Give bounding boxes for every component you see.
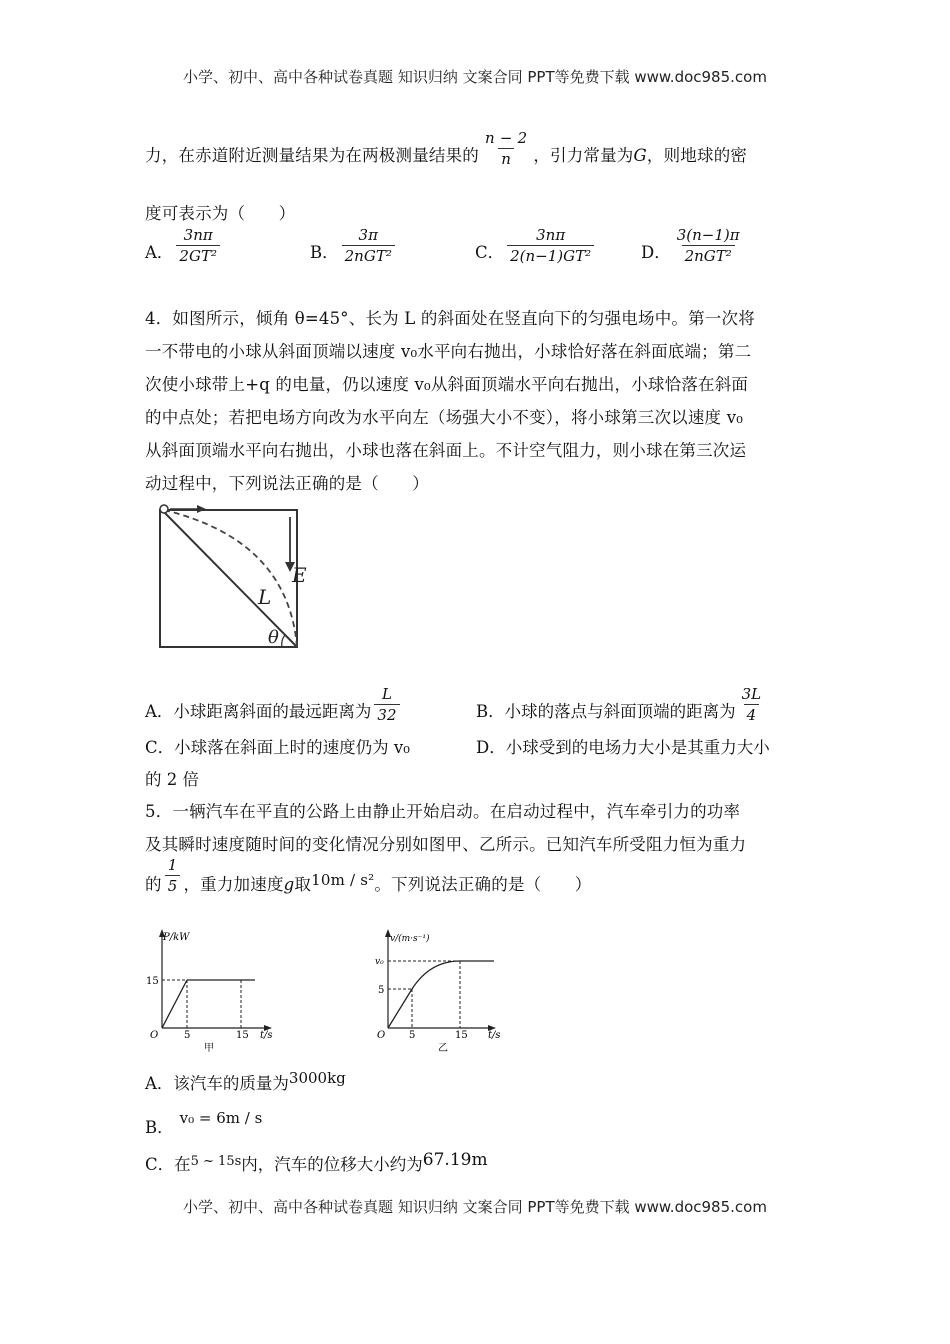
power-graph (140, 925, 285, 1060)
q5-option-b-label: B． (145, 1118, 174, 1137)
velocity-graph-caption: 乙 (438, 1043, 448, 1054)
q4-line-2: 一不带电的小球从斜面顶端以速度 v₀水平向右抛出，小球恰好落在斜面底端；第二 (145, 342, 752, 361)
q3-line1-text-a: 力，在赤道附近测量结果为在两极测量结果的 (145, 146, 479, 165)
q5-line3-text-d: 。下列说法正确的是（ ） (374, 875, 592, 894)
q3-ratio-fraction (482, 129, 530, 168)
q5-line3-text-c: 取 (294, 875, 312, 894)
power-graph-ylabel: P/kW (163, 932, 190, 943)
q3-option-b-den: 2nGT² (342, 245, 395, 265)
power-graph-ramp (162, 980, 187, 1028)
velocity-graph-curve (412, 961, 460, 989)
q5-fraction (165, 856, 181, 895)
power-graph-origin: O (150, 1030, 159, 1041)
power-graph-tick-x5: 5 (184, 1030, 191, 1041)
q3-option-a-fraction (176, 226, 220, 265)
q5-option-a-value: 3000kg (288, 1069, 346, 1087)
power-graph-xlabel: t/s (260, 1030, 273, 1041)
q3-option-c-fraction (507, 226, 594, 265)
page-footer: 小学、初中、高中各种试卷真题 知识归纳 文案合同 PPT等免费下载 www.doc985.com (183, 1198, 767, 1216)
angle-label-theta: θ (268, 627, 279, 648)
q4-option-a-fraction (374, 685, 399, 724)
q3-option-a-den: 2GT² (176, 245, 220, 265)
q3-option-d (641, 226, 746, 273)
q4-option-a (145, 685, 403, 732)
velocity-graph-ylabel: v/(m·s⁻¹) (390, 934, 430, 944)
q4-option-b (476, 685, 767, 732)
incline-figure (148, 500, 318, 660)
q3-option-d-label: D． (641, 243, 671, 262)
velocity-graph-ramp (388, 989, 412, 1028)
velocity-arrow-head (197, 505, 206, 513)
q3-frac-denominator: n (498, 148, 514, 168)
q5-option-a-text: A．该汽车的质量为 (145, 1074, 289, 1093)
q3-option-a-num: 3nπ (183, 226, 213, 244)
velocity-graph-tick-x15: 15 (455, 1030, 468, 1041)
q3-line2: 度可表示为（ ） (145, 204, 296, 223)
q5-option-b (145, 1109, 263, 1138)
q5-option-b-value: v₀ = 6m / s (179, 1109, 263, 1127)
q3-option-c-den: 2(n−1)GT² (507, 245, 594, 265)
q3-option-c (475, 226, 597, 273)
q3-line1-text-b: ，引力常量为 (533, 146, 634, 165)
power-graph-caption: 甲 (204, 1043, 214, 1054)
velocity-graph-tick-v0: v₀ (375, 957, 384, 967)
q5-frac-denominator: 5 (165, 875, 181, 895)
q4-option-b-fraction (739, 685, 765, 724)
q5-gravity-value: 10m / s² (311, 871, 375, 889)
q4-line-6: 动过程中，下列说法正确的是（ ） (145, 474, 429, 493)
q4-line-1: 4．如图所示，倾角 θ=45°、长为 L 的斜面处在竖直向下的匀强电场中。第一次将 (145, 309, 755, 328)
q5-option-c (145, 1151, 488, 1175)
q3-option-d-den: 2nGT² (682, 245, 735, 265)
q5-option-a (145, 1070, 346, 1094)
q4-line-3: 次使小球带上+q 的电量，仍以速度 v₀从斜面顶端水平向右抛出，小球恰落在斜面 (145, 375, 749, 394)
q3-option-b-fraction (342, 226, 395, 265)
q3-line1 (145, 129, 748, 176)
q5-option-c-range: 5 ~ 15s (190, 1154, 242, 1169)
field-label-e: E (292, 563, 307, 587)
power-graph-tick-15: 15 (146, 976, 159, 987)
q5-option-c-text-a: C．在 (145, 1155, 191, 1174)
velocity-graph (372, 925, 507, 1060)
q3-line1-text-c: ，则地球的密 (646, 146, 748, 165)
q4-option-d-cont: 的 2 倍 (145, 770, 199, 789)
q3-option-d-num: 3(n−1)π (676, 226, 740, 244)
q4-option-a-text: A．小球距离斜面的最远距离为 (145, 702, 372, 721)
q5-line3-text-b: ，重力加速度 (183, 875, 284, 894)
q3-frac-numerator: n − 2 (485, 129, 528, 147)
velocity-graph-origin: O (377, 1030, 386, 1041)
q3-option-c-label: C． (475, 243, 505, 262)
q4-option-a-num: L (381, 685, 392, 703)
q3-option-b-label: B． (310, 243, 339, 262)
q3-option-a-label: A． (145, 243, 174, 262)
q4-option-d: D．小球受到的电场力大小是其重力大小 (476, 738, 770, 757)
q4-option-a-den: 32 (374, 704, 399, 724)
q4-option-b-text: B．小球的落点与斜面顶端的距离为 (476, 702, 736, 721)
q5-line-3 (145, 856, 592, 905)
q3-option-a (145, 226, 223, 273)
velocity-graph-tick-x5: 5 (409, 1030, 416, 1041)
q5-frac-numerator: 1 (167, 856, 178, 874)
velocity-graph-tick-5: 5 (378, 985, 385, 996)
q4-line-5: 从斜面顶端水平向右抛出，小球也落在斜面上。不计空气阻力，则小球在第三次运 (145, 441, 747, 460)
length-label-l: L (258, 585, 272, 609)
q4-option-c: C．小球落在斜面上时的速度仍为 v₀ (145, 738, 410, 757)
q5-line3-text-a: 的 (145, 875, 162, 894)
ball-icon (160, 505, 168, 513)
q5-option-c-value: 67.19m (422, 1150, 488, 1170)
q3-option-d-fraction (674, 226, 743, 265)
power-graph-tick-x15: 15 (236, 1030, 249, 1041)
q5-gravity-g: g (283, 875, 295, 894)
angle-arc (282, 635, 285, 647)
q4-option-b-den: 4 (744, 704, 760, 724)
q5-line-1: 5．一辆汽车在平直的公路上由静止开始启动。在启动过程中，汽车牵引力的功率 (145, 802, 741, 821)
q5-option-c-text-b: 内，汽车的位移大小约为 (241, 1155, 423, 1174)
q3-option-c-num: 3nπ (536, 226, 566, 244)
velocity-graph-xlabel: t/s (488, 1030, 501, 1041)
q3-option-b-num: 3π (358, 226, 378, 244)
q4-line-4: 的中点处；若把电场方向改为水平向左（场强大小不变），将小球第三次以速度 v₀ (145, 408, 744, 427)
q3-gravity-constant: G (633, 146, 647, 165)
q3-option-b (310, 226, 398, 273)
q5-line-2: 及其瞬时速度随时间的变化情况分别如图甲、乙所示。已知汽车所受阻力恒为重力 (145, 835, 747, 854)
q4-option-b-num: 3L (741, 685, 762, 703)
page-header: 小学、初中、高中各种试卷真题 知识归纳 文案合同 PPT等免费下载 www.doc985.com (183, 68, 767, 86)
